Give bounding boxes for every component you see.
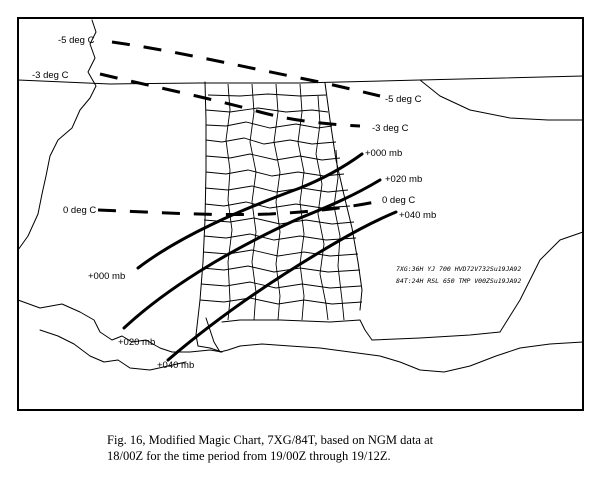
caption-line-1: Fig. 16, Modified Magic Chart, 7XG/84T, based on NGM data at	[107, 433, 434, 447]
thickness-000	[138, 154, 362, 268]
isotherm-minus3	[100, 74, 360, 126]
isotherm-minus5	[112, 42, 380, 96]
figure-caption	[107, 432, 577, 464]
caption-line-2: 18/00Z for the time period from 19/00Z through 19/12Z.	[107, 449, 391, 463]
mobile-bay	[206, 318, 290, 352]
mississippi-alabama-border	[196, 82, 222, 352]
state-boundaries	[18, 20, 583, 352]
gulf-coastline	[18, 300, 583, 372]
thickness-lines	[124, 154, 396, 360]
code-line-1: 7XG:36H YJ 700 HVD72V732Su19JA92	[396, 265, 522, 273]
label-minus3-left: -3 deg C	[32, 70, 69, 81]
label-000mb-right: +000 mb	[365, 148, 403, 159]
label-minus5-left: -5 deg C	[58, 35, 95, 46]
georgia-north-border	[420, 80, 583, 120]
code-line-2: 84T:24H RSL 650 TMP V00ZSu19JA92	[396, 277, 522, 285]
label-zero-right: 0 deg C	[382, 195, 416, 206]
alabama-florida-border	[222, 320, 372, 340]
temperature-isotherms	[98, 42, 380, 215]
alabama-georgia-border	[325, 83, 362, 310]
map-frame	[18, 18, 583, 410]
florida-panhandle-coast	[290, 342, 583, 372]
georgia-florida-border	[372, 332, 500, 340]
label-zero-left: 0 deg C	[63, 205, 97, 216]
label-040mb-right: +040 mb	[399, 210, 437, 221]
model-code-block	[396, 265, 521, 285]
label-020mb-left: +020 mb	[118, 337, 156, 348]
label-minus5-right: -5 deg C	[385, 94, 422, 105]
label-000mb-left: +000 mb	[88, 271, 126, 282]
label-minus3-right: -3 deg C	[372, 123, 409, 134]
tennessee-border	[18, 76, 583, 84]
label-020mb-right: +020 mb	[385, 174, 423, 185]
label-040mb-left: +040 mb	[157, 360, 195, 371]
